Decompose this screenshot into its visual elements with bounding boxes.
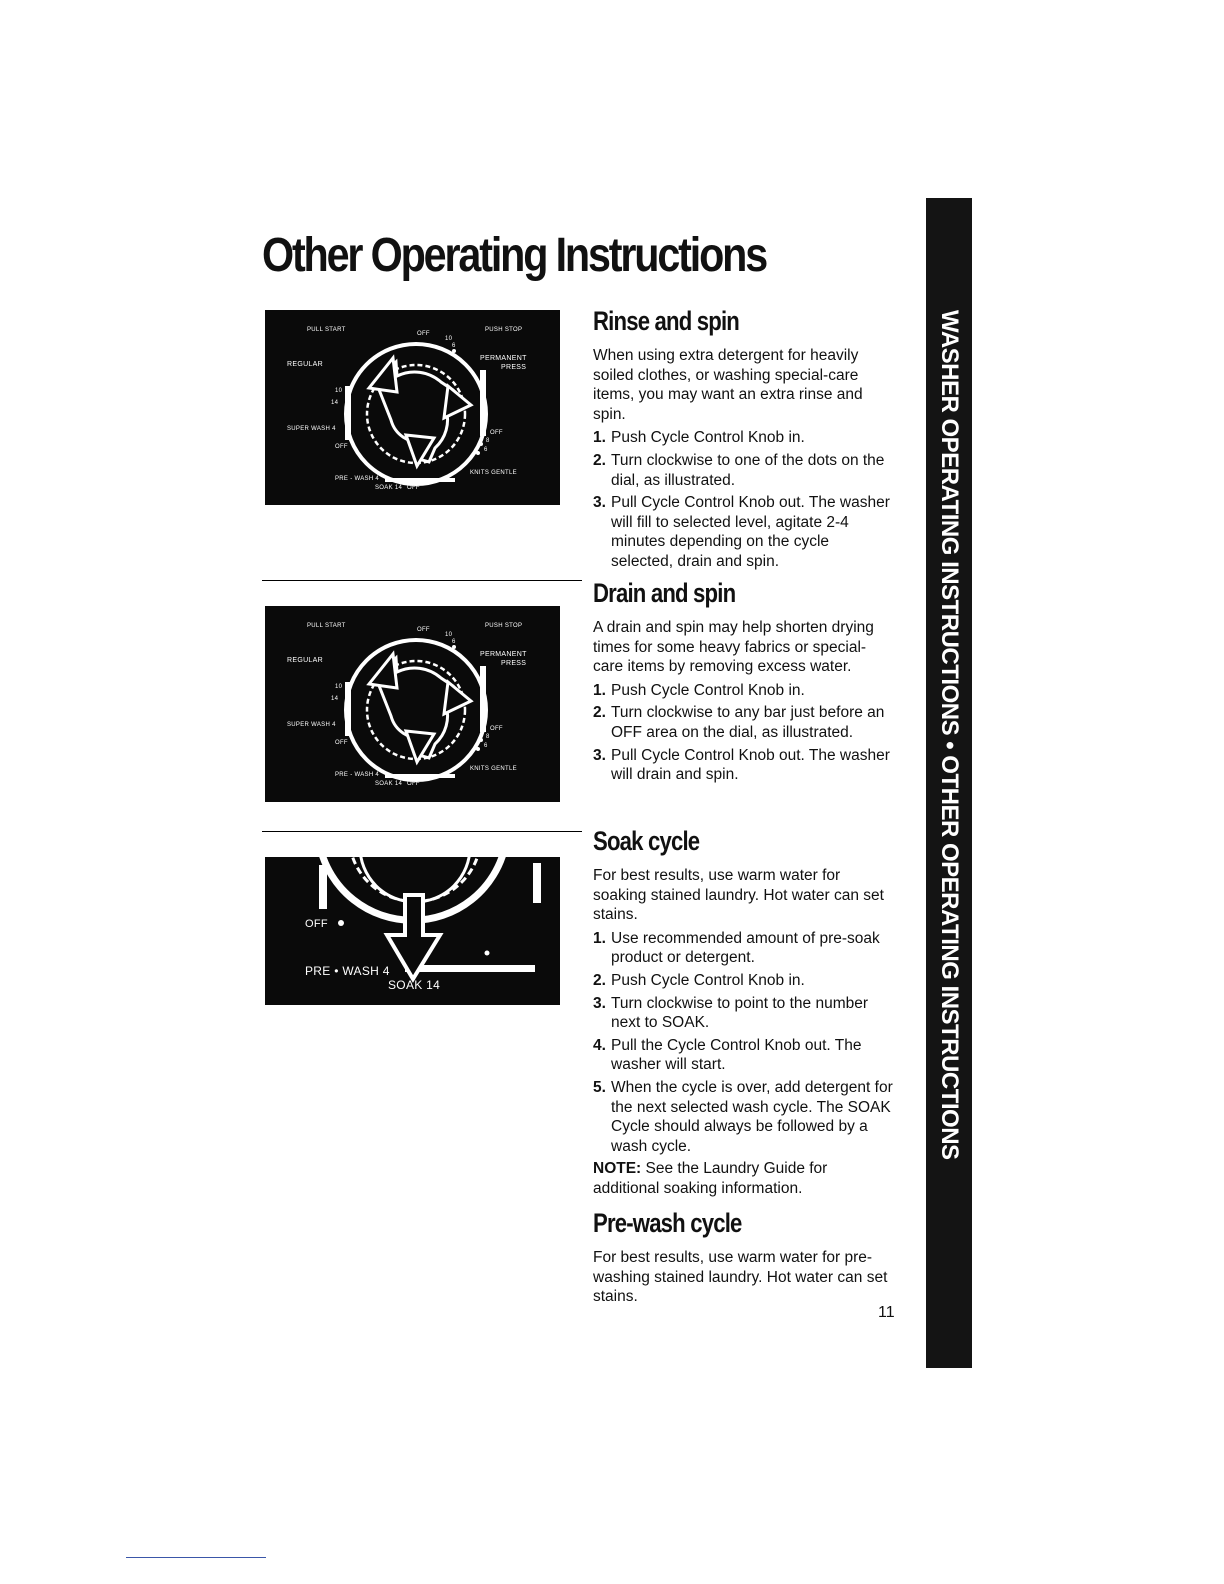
dial-label-regular: REGULAR — [287, 361, 323, 368]
section-intro: For best results, use warm water for soaking stained laundry. Hot water can set stains. — [593, 867, 884, 924]
dial-label-pre-wash: PRE - WASH 4 — [335, 772, 380, 778]
dial-label-regular: REGULAR — [287, 657, 323, 664]
dial-label-permanent: PERMANENT — [480, 355, 527, 362]
footnote-rule — [126, 1557, 266, 1558]
dial-label-14: 14 — [331, 696, 339, 702]
dial-label-8: 8 — [486, 734, 490, 740]
dial-label-6-right: 6 — [484, 447, 488, 453]
dial-label-pre-wash: PRE - WASH 4 — [335, 476, 380, 482]
drain-dial-illustration — [265, 606, 560, 802]
dial-label-off: OFF — [417, 331, 430, 337]
dial-label-super-wash: SUPER WASH 4 — [287, 722, 336, 728]
soak-dial-illustration — [265, 857, 560, 1005]
pre-wash-cycle-section — [593, 1208, 893, 1307]
step-list — [593, 428, 893, 571]
section-intro: A drain and spin may help shorten drying times for some heavy fabrics or special-care items by removing excess water. — [593, 619, 874, 676]
dial-label-pre-wash: PRE • WASH 4 — [305, 964, 390, 978]
dial-label-8: 8 — [486, 438, 490, 444]
dial-label-off-right: OFF — [490, 430, 503, 436]
dial-label-knits-gentle: KNITS GENTLE — [470, 766, 517, 772]
step-item: 2. Turn clockwise to any bar just before an OFF area on the dial, as illustrated. — [593, 704, 885, 741]
soak-cycle-section — [593, 826, 893, 1199]
dial-label-off: OFF — [417, 627, 430, 633]
section-heading: Soak cycle — [593, 826, 700, 856]
dial-label-off-left: OFF — [335, 444, 348, 450]
section-heading: Drain and spin — [593, 578, 736, 608]
step-item: 1. Use recommended amount of pre-soak product or detergent. — [593, 929, 880, 967]
side-tab-label: WASHER OPERATING INSTRUCTIONS • OTHER OPERATING INSTRUCTIONS — [936, 310, 963, 1160]
dial-label-push-stop: PUSH STOP — [485, 327, 523, 333]
dial-label-6: 6 — [452, 639, 456, 645]
dial-label-10: 10 — [445, 336, 453, 342]
step-item: 3. Turn clockwise to point to the number next to SOAK. — [593, 994, 869, 1032]
dial-label-14: 14 — [331, 400, 339, 406]
step-item: 1. Push Cycle Control Knob in. — [593, 429, 805, 447]
section-heading: Rinse and spin — [593, 306, 739, 336]
dial-label-10: 10 — [445, 632, 453, 638]
dial-label-6: 6 — [452, 343, 456, 349]
step-item: 4. Pull the Cycle Control Knob out. The washer will start. — [593, 1036, 862, 1074]
dial-label-pull-start: PULL START — [307, 623, 346, 629]
cycle-dial-graphic — [265, 310, 560, 505]
soak-dial-closeup-graphic — [265, 857, 560, 1005]
dial-label-soak: SOAK 14 — [375, 781, 403, 787]
dial-label-press: PRESS — [501, 364, 527, 371]
step-item: 3. Pull Cycle Control Knob out. The washer will drain and spin. — [593, 746, 890, 784]
page-title: Other Operating Instructions — [262, 229, 767, 282]
dial-label-off-right: OFF — [490, 726, 503, 732]
section-intro: When using extra detergent for heavily soiled clothes, or washing special-care items, you may want an extra rinse and spin. — [593, 347, 863, 423]
dial-label-super-wash: SUPER WASH 4 — [287, 426, 336, 432]
section-divider — [262, 831, 582, 832]
dial-label-off-bottom: OFF — [407, 485, 420, 491]
section-divider — [262, 580, 582, 581]
step-item: 3. Pull Cycle Control Knob out. The washer will fill to selected level, agitate 2-4 minutes depending on the cycle selected, drain and spin. — [593, 494, 890, 570]
dial-label-permanent: PERMANENT — [480, 651, 527, 658]
cycle-dial-graphic — [265, 606, 560, 802]
dial-label-10-left: 10 — [335, 684, 343, 690]
page-number: 11 — [878, 1304, 895, 1321]
dial-label-soak: SOAK 14 — [375, 485, 403, 491]
dial-label-off-bottom: OFF — [407, 781, 420, 787]
rinse-and-spin-section — [593, 306, 893, 575]
dial-label-6-right: 6 — [484, 743, 488, 749]
rinse-dial-illustration — [265, 310, 560, 505]
dial-label-10-left: 10 — [335, 388, 343, 394]
step-list — [593, 929, 893, 1157]
dial-label-knits-gentle: KNITS GENTLE — [470, 470, 517, 476]
side-tab — [926, 198, 972, 1368]
dial-label-off-left: OFF — [335, 740, 348, 746]
step-item: 5. When the cycle is over, add detergent for the next selected wash cycle. The SOAK Cycle should always be followed by a wash cycle. — [593, 1078, 893, 1155]
dial-label-pull-start: PULL START — [307, 327, 346, 333]
dial-label-push-stop: PUSH STOP — [485, 623, 523, 629]
section-intro: For best results, use warm water for pre-washing stained laundry. Hot water can set stains. — [593, 1249, 888, 1306]
step-item: 2. Turn clockwise to one of the dots on the dial, as illustrated. — [593, 451, 885, 489]
section-heading: Pre-wash cycle — [593, 1208, 742, 1238]
dial-label-off: OFF — [305, 918, 328, 930]
soak-note: NOTE: See the Laundry Guide for additional soaking information. — [593, 1160, 828, 1197]
step-item: 2. Push Cycle Control Knob in. — [593, 971, 805, 989]
step-item: 1. Push Cycle Control Knob in. — [593, 681, 805, 699]
dial-label-soak: SOAK 14 — [388, 978, 441, 992]
drain-and-spin-section — [593, 578, 893, 788]
dial-label-press: PRESS — [501, 660, 527, 667]
step-list — [593, 681, 893, 785]
